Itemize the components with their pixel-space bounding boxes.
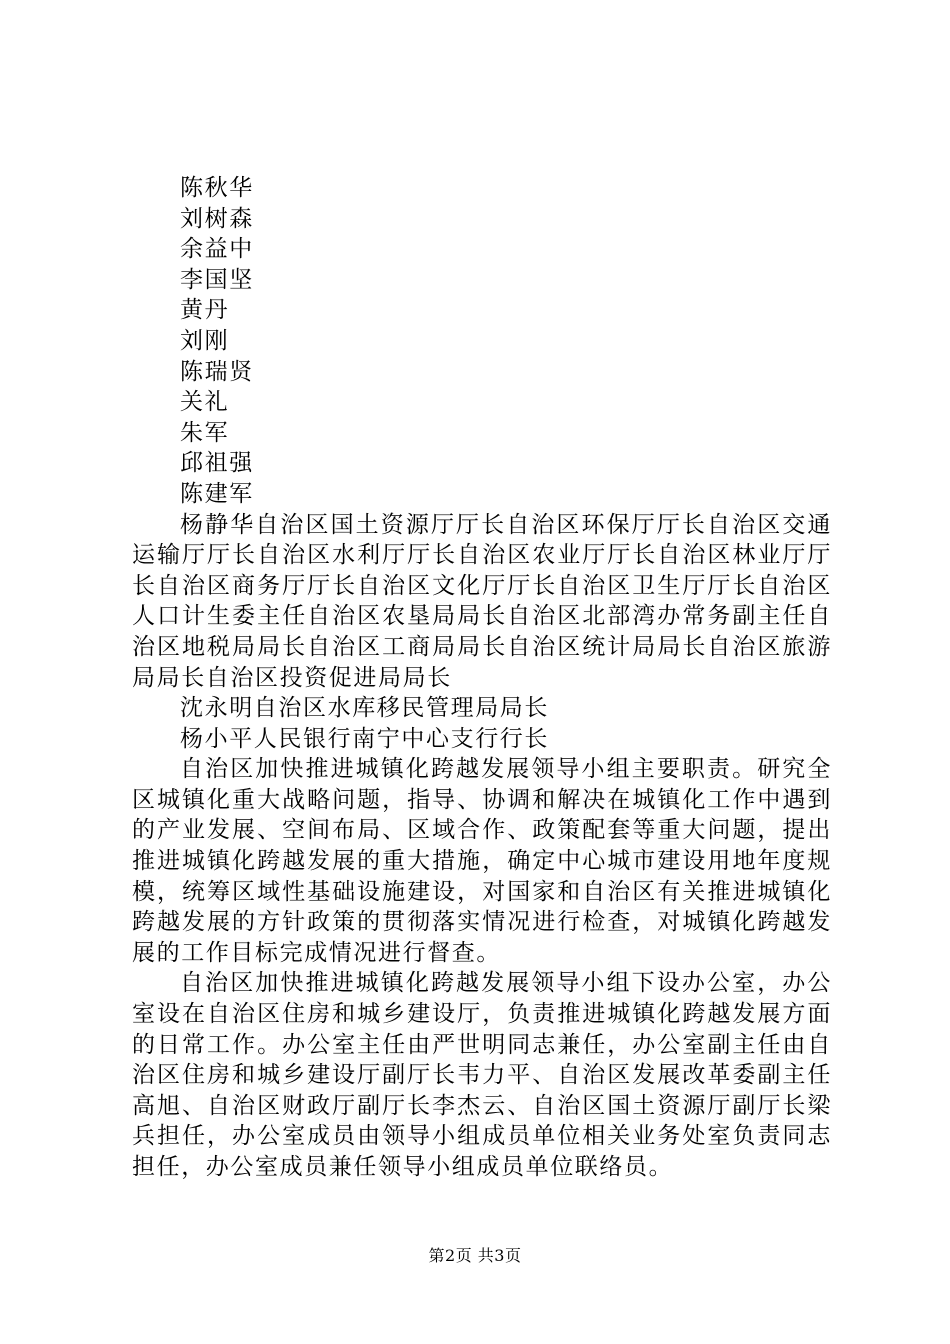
- duties-paragraph: 自治区加快推进城镇化跨越发展领导小组主要职责。研究全区城镇化重大战略问题，指导、协调和解决在城镇化工作中遇到的产业发展、空间布局、区域合作、政策配套等重大问题，提出推进城镇化跨越发展的重大措施，确定中心城市建设用地年度规模，统筹区域性基础设施建设，对国家和自治区有关推进城镇化跨越发展的方针政策的贯彻落实情况进行检查，对城镇化跨越发展的工作目标完成情况进行督查。: [132, 756, 832, 966]
- office-paragraph: 自治区加快推进城镇化跨越发展领导小组下设办公室，办公室设在自治区住房和城乡建设厅，负责推进城镇化跨越发展方面的日常工作。办公室主任由严世明同志兼任，办公室副主任由自治区住房和城乡建设厅副厅长韦力平、自治区发展改革委副主任高旭、自治区财政厅副厅长李杰云、自治区国土资源厅副厅长梁兵担任，办公室成员由领导小组成员单位相关业务处室负责同志担任，办公室成员兼任领导小组成员单位联络员。: [132, 970, 832, 1180]
- member-name: 关礼: [180, 389, 230, 416]
- member-name: 陈瑞贤: [180, 358, 254, 385]
- page-footer: 第2页 共3页: [428, 1246, 522, 1265]
- member-name: 黄丹: [180, 297, 230, 324]
- member-roles-paragraph: 杨静华自治区国土资源厅厅长自治区环保厅厅长自治区交通运输厅厅长自治区水利厅厅长自治区农业厅厅长自治区林业厅厅长自治区商务厅厅长自治区文化厅厅长自治区卫生厅厅长自治区人口计生委主任自治区农垦局局长自治区北部湾办常务副主任自治区地税局局长自治区工商局局长自治区统计局局长自治区旅游局局长自治区投资促进局局长: [132, 511, 832, 691]
- member-name: 邱祖强: [180, 450, 254, 477]
- member-name: 朱军: [180, 419, 230, 446]
- member-name: 余益中: [180, 236, 254, 263]
- member-name: 刘刚: [180, 327, 230, 354]
- member-name: 李国坚: [180, 266, 254, 293]
- member-role-line: 沈永明自治区水库移民管理局局长: [180, 695, 549, 722]
- document-body: [132, 173, 832, 1183]
- member-name: 陈建军: [180, 480, 254, 507]
- member-name: 陈秋华: [180, 175, 254, 201]
- member-role-line: 杨小平人民银行南宁中心支行行长: [180, 725, 549, 752]
- member-name: 刘树森: [180, 205, 254, 232]
